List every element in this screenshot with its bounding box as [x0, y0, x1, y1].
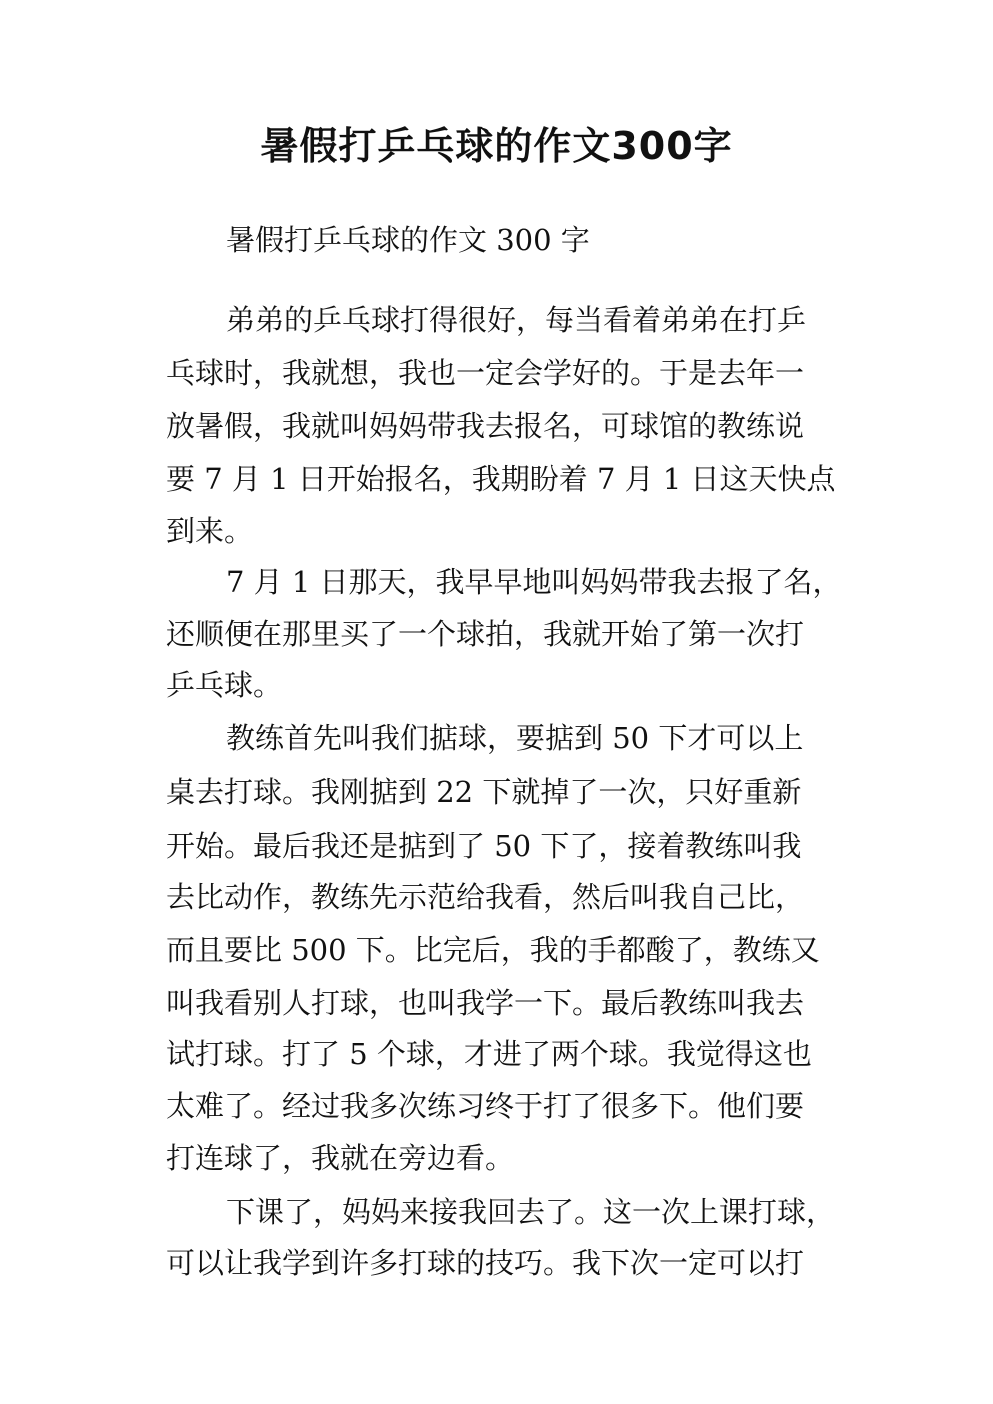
document-title: 暑假打乒乓球的作文300字: [260, 124, 733, 168]
paragraph-line: 放暑假，我就叫妈妈带我去报名，可球馆的教练说: [166, 409, 805, 443]
paragraph-line: 7 月 1 日那天，我早早地叫妈妈带我去报了名，: [226, 565, 842, 599]
paragraph-line: 太难了。经过我多次练习终于打了很多下。他们要: [166, 1089, 805, 1123]
paragraph-line: 乓球时，我就想，我也一定会学好的。于是去年一: [166, 356, 805, 390]
paragraph-line: 教练首先叫我们掂球，要掂到 50 下才可以上: [226, 721, 804, 755]
paragraph-line: 还顺便在那里买了一个球拍，我就开始了第一次打: [166, 617, 805, 651]
paragraph-line: 可以让我学到许多打球的技巧。我下次一定可以打: [166, 1246, 805, 1280]
paragraph-line: 试打球。打了 5 个球，才进了两个球。我觉得这也: [166, 1037, 812, 1071]
paragraph-line: 下课了，妈妈来接我回去了。这一次上课打球，: [226, 1195, 836, 1229]
paragraph-line: 叫我看别人打球，也叫我学一下。最后教练叫我去: [166, 986, 805, 1020]
paragraph-line: 桌去打球。我刚掂到 22 下就掉了一次，只好重新: [166, 775, 802, 809]
paragraph-line: 乒乓球。: [166, 668, 283, 702]
paragraph-line: 而且要比 500 下。比完后，我的手都酸了，教练又: [166, 933, 820, 967]
paragraph-line: 去比动作，教练先示范给我看，然后叫我自己比，: [166, 880, 805, 914]
paragraph-line: 打连球了，我就在旁边看。: [166, 1141, 515, 1175]
paragraph-line: 开始。最后我还是掂到了 50 下了，接着教练叫我: [166, 829, 802, 863]
subtitle-line: 暑假打乒乓球的作文 300 字: [226, 223, 590, 257]
paragraph-line: 要 7 月 1 日开始报名，我期盼着 7 月 1 日这天快点: [166, 462, 836, 496]
paragraph-line: 弟弟的乒乓球打得很好，每当看着弟弟在打乒: [226, 303, 807, 337]
paragraph-line: 到来。: [166, 514, 254, 548]
